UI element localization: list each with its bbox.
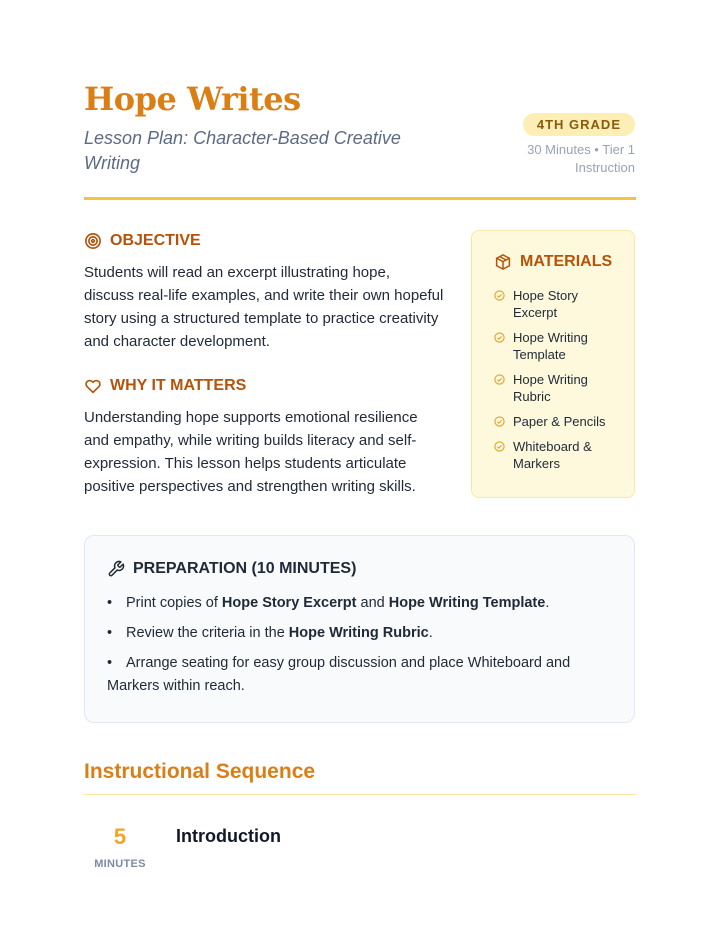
materials-item-label: Hope Story Excerpt: [513, 288, 579, 320]
materials-item: [494, 287, 619, 321]
step-minutes-unit: MINUTES: [94, 858, 146, 870]
preparation-item: [107, 652, 612, 698]
materials-item-label: Whiteboard & Markers: [513, 439, 592, 471]
sequence-divider: [84, 794, 636, 795]
heart-icon: [84, 377, 102, 395]
preparation-item-text: Print copies of: [126, 595, 222, 611]
check-circle-icon: [494, 416, 505, 427]
package-icon: [494, 253, 512, 271]
sequence-heading: Instructional Sequence: [84, 760, 316, 783]
bullet-icon: •: [107, 595, 113, 611]
materials-heading: [494, 253, 634, 271]
objective-heading: [84, 232, 201, 250]
check-circle-icon: [494, 441, 505, 452]
why-it-matters-text: Understanding hope supports emotional resilience and empathy, while writing builds literacy and self-expression. This lesson helps students articulate positive perspectives and strengthen writing skills.: [84, 409, 418, 495]
check-circle-icon: [494, 374, 505, 385]
lesson-meta: 30 Minutes • Tier 1 Instruction: [527, 142, 635, 175]
step-minutes: 5: [113, 824, 127, 849]
bullet-icon: •: [107, 625, 113, 641]
materials-item: [494, 329, 619, 363]
preparation-panel: [84, 535, 635, 723]
header-divider: [84, 197, 636, 200]
materials-heading-label: MATERIALS: [520, 253, 613, 270]
check-circle-icon: [494, 290, 505, 301]
preparation-item-text: .: [428, 625, 433, 641]
preparation-item-text: Arrange seating for easy group discussion and place Whiteboard and Markers within reach.: [107, 655, 571, 694]
preparation-item-text: Review the criteria in the: [126, 625, 289, 641]
preparation-item-text: and: [356, 595, 389, 611]
wrench-icon: [107, 560, 125, 578]
preparation-heading: [107, 560, 612, 578]
preparation-list: [107, 592, 612, 698]
materials-item-label: Paper & Pencils: [513, 414, 606, 429]
materials-item-label: Hope Writing Template: [513, 330, 588, 362]
step-title: Introduction: [176, 826, 281, 846]
preparation-heading-label: PREPARATION (10 MINUTES): [133, 560, 357, 577]
materials-item-label: Hope Writing Rubric: [513, 372, 588, 404]
target-icon: [84, 232, 102, 250]
preparation-item: [107, 592, 612, 615]
materials-panel: [471, 230, 635, 498]
materials-item: [494, 438, 619, 472]
objective-heading-label: OBJECTIVE: [110, 232, 201, 249]
materials-item: [494, 413, 619, 430]
preparation-item-emphasis: Hope Writing Template: [388, 595, 546, 611]
why-it-matters-heading-label: WHY IT MATTERS: [110, 377, 247, 394]
materials-list: [494, 287, 634, 472]
page-title: Hope Writes: [84, 80, 301, 118]
preparation-item-emphasis: Hope Story Excerpt: [221, 595, 357, 611]
preparation-item-text: .: [545, 595, 550, 611]
objective-text: Students will read an excerpt illustrating hope, discuss real-life examples, and write their own hopeful story using a structured template to practice creativity and character development.: [84, 264, 444, 350]
preparation-item: [107, 622, 612, 645]
check-circle-icon: [494, 332, 505, 343]
preparation-item-emphasis: Hope Writing Rubric: [288, 625, 429, 641]
materials-item: [494, 371, 619, 405]
page-subtitle: Lesson Plan: Character-Based Creative Writing: [84, 128, 401, 173]
why-it-matters-heading: [84, 377, 246, 395]
bullet-icon: •: [107, 655, 113, 671]
grade-badge: 4TH GRADE: [523, 113, 635, 136]
